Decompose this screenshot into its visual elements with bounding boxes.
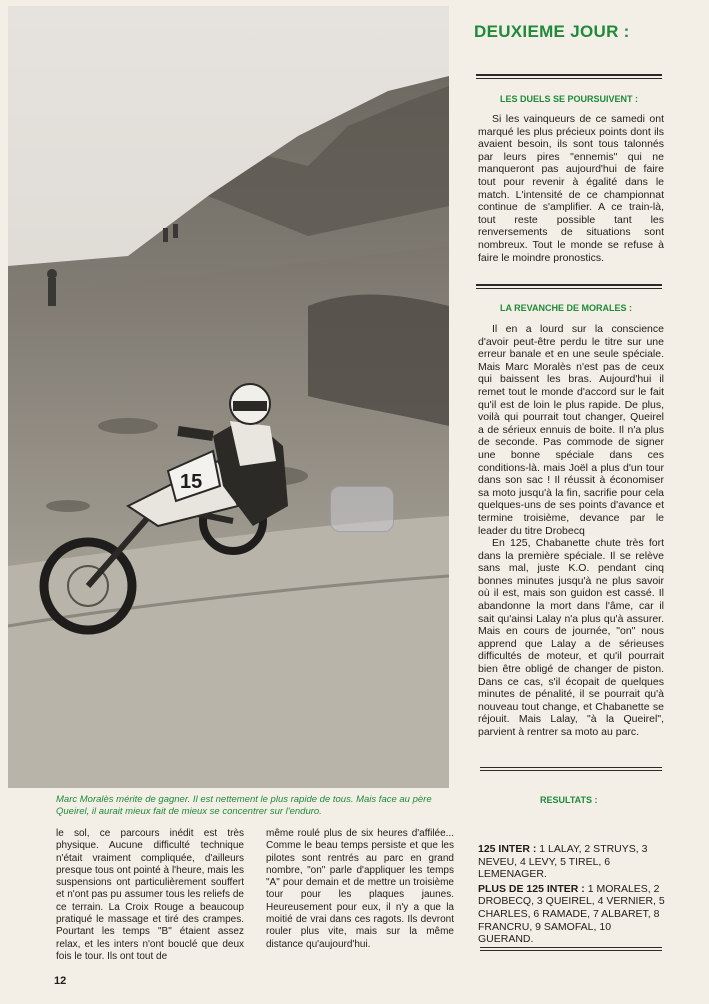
results-125-inter [478,843,668,881]
bike-number: 15 [180,471,203,493]
section-divider [480,767,662,768]
section-divider [480,947,662,948]
bottom-mid-column [266,828,454,951]
paragraph: le sol, ce parcours inédit est très physique. Aucune difficulté technique n'était vraiment compliquée, d'ailleurs presque tous ont pointé à l'heure, mais les suspensions ont particulièrement souffert et n'ont pas pu assumer tous les reliefs de ce terrain. La Croix Rouge a beaucoup pratiqué le massage et tiré des crampes. Pourtant les temps "B" étaient assez relax, et les inters n'ont bouclé que deux fois le tour. Ils ont tout de [56,828,244,962]
section-text-revanche [478,323,664,739]
bottom-left-column [56,828,244,963]
section-heading-revanche: LA REVANCHE DE MORALES : [500,303,633,313]
results-list: 1 LALAY, 2 STRUYS, 3 NEVEU, 4 LEVY, 5 TIREL, 6 LEMENAGER. [478,843,648,881]
results-list: 1 MORALES, 2 DROBECQ, 3 QUEIREL, 4 VERNIER, 5 CHARLES, 6 RAMADE, 7 ALBARET, 8 FRANCRU, 9 SAMOFAL, 10 GUERAND. [478,882,665,946]
paragraph: même roulé plus de six heures d'affilée... Comme le beau temps persiste et que les pilotes sont rentrés au parc en grand nombre, "on" parle d'appliquer les temps "A" pour demain et de mettre un troisième tour pour les plaques jaunes. Heureusement pour eux, il n'y a que la moitié de vrai dans ces ragots. Ils devront rouler plus vite, mais sur la même distance qu'aujourd'hui. [266,828,454,950]
section-divider [476,284,662,286]
results-plus-125 [478,883,668,946]
section-divider [476,74,662,76]
results-label: PLUS DE 125 INTER : [478,882,585,895]
section-text-duels [478,113,664,264]
page-number: 12 [54,975,67,987]
photo-illustration [8,6,449,788]
paragraph: Il en a lourd sur la conscience d'avoir peut-être perdu le titre sur une erreur banale et en une seule spéciale. Mais Marc Moralès n'est pas de ceux qui baissent les bras. Aujourd'hui il remet tout le monde d'accord sur le fait qu'il est de loin le plus rapide. De plus, voilà qui pourrait tout changer, Queirel a de sérieux ennuis de boite. Il n'a plus de seconde. Pas commode de signer une bonne spéciale dans ces conditions-là. mais Joël a plus d'un tour dans son sac ! Il réussit à économiser sa moto jusqu'à la fin, sacrifie pour cela quelques-uns de ses points d'avance et termine troisième, devance par le leader du titre Drobecq [478,323,664,537]
watermark-logo [330,486,394,532]
enduro-rider-photo [8,6,449,788]
results-heading: RESULTATS : [540,795,598,805]
photo-caption: Marc Moralès mérite de gagner. Il est nettement le plus rapide de tous. Mais face au père Queirel, il aurait mieux fait de mieux se concentrer sur l'enduro. [56,794,432,817]
paragraph: En 125, Chabanette chute très fort dans la première spéciale. Il se relève sans mal, juste K.O. pendant cinq bonnes minutes jusqu'à ne plus savoir où il est, mais son guidon est cassé. Il abandonne la mort dans l'âme, car il sait qu'ainsi Lalay n'a plus qu'à assurer. Mais en cours de journée, "on" nous apprend que Lalay a de sérieuses difficultés de moteur, et qu'il pourrait bien être obligé de changer de piston. Dans ce cas, s'il écopait de quelques minutes de pénalité, il se pourrait qu'à nouveau tout change, et Chabanette se réjouit. Mais Lalay, "à la Queirel", parvient à rentrer sa moto au parc. [478,537,664,738]
results-block [478,843,668,948]
page-headline: DEUXIEME JOUR : [474,22,630,41]
results-label: 125 INTER : [478,843,537,855]
section-heading-duels: LES DUELS SE POURSUIVENT : [500,94,639,104]
paragraph: Si les vainqueurs de ce samedi ont marqué les plus précieux points dont ils avaient besoin, ils sont tous talonnés par leurs pires "ennemis" qui ne manqueront pas aujourd'hui de faire tout pour revenir à égalité dans le match. L'intensité de ce championnat continue de s'amplifier. A ce train-là, tout reste possible tant les renversements de situations sont nombreux. Tout le monde se refuse à faire le moindre pronostics. [478,113,664,264]
